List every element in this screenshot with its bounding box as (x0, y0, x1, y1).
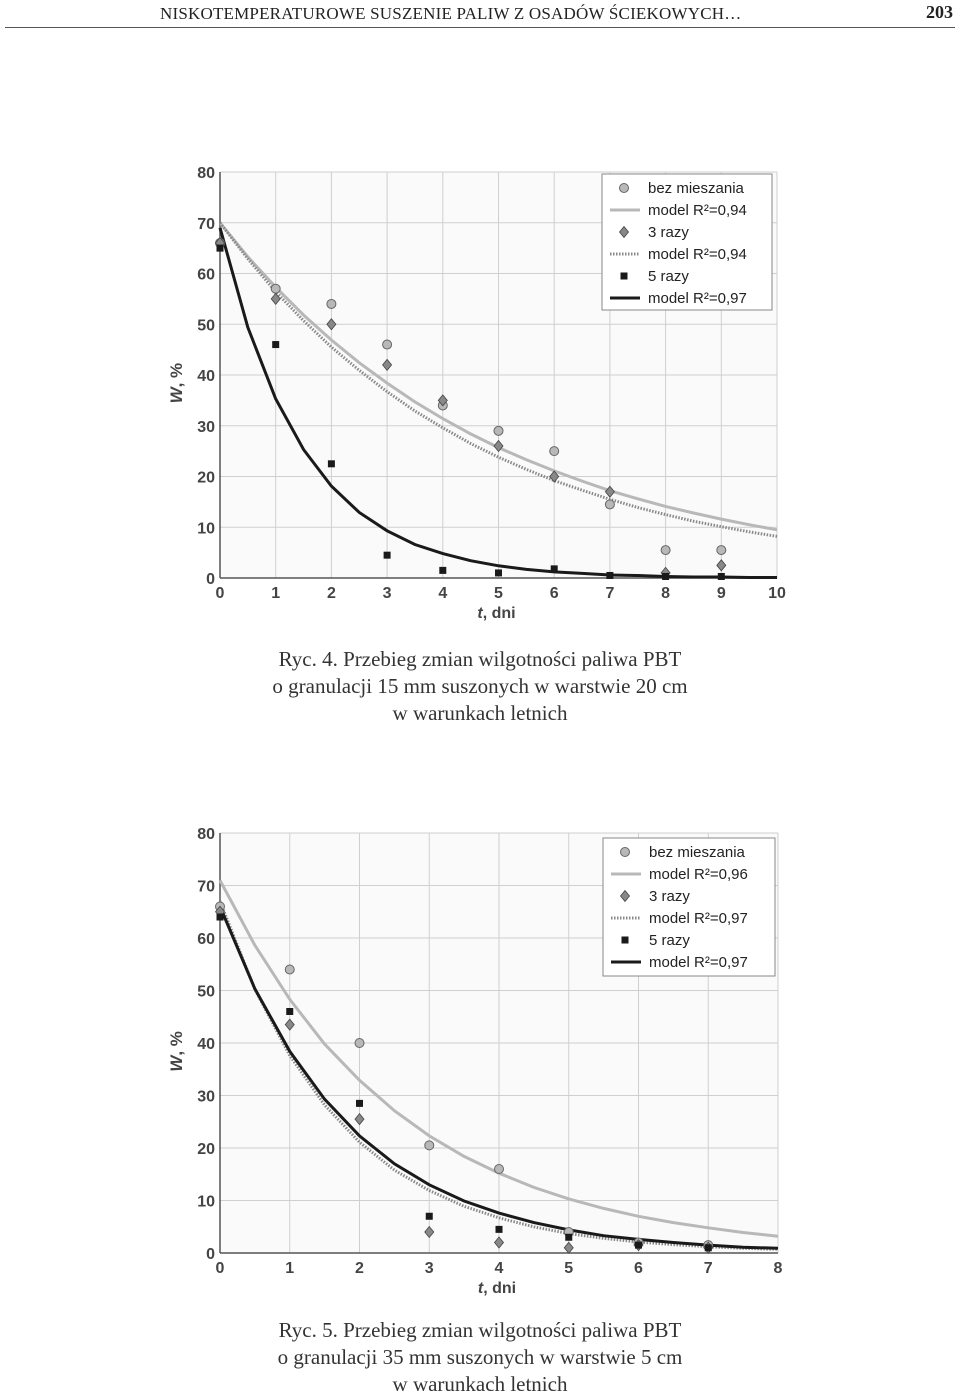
x-tick-label: 3 (382, 585, 392, 602)
figure-5-caption (0, 1317, 960, 1398)
data-point (551, 565, 558, 572)
data-point (495, 569, 502, 576)
x-tick-label: 6 (634, 1260, 643, 1277)
x-axis-title: t, dni (477, 605, 516, 622)
y-tick-label: 50 (197, 983, 215, 1001)
x-tick-label: 0 (215, 585, 225, 602)
legend-label: model R²=0,97 (648, 290, 747, 307)
legend-label: 5 razy (649, 932, 690, 949)
data-point (285, 965, 294, 974)
y-tick-label: 60 (197, 266, 215, 284)
data-point (383, 340, 392, 349)
y-tick-label: 30 (197, 1088, 215, 1106)
x-tick-label: 4 (494, 1260, 504, 1277)
caption-line: Ryc. 5. Przebieg zmian wilgotności paliwa PBT (278, 1318, 682, 1342)
legend-label: 5 razy (648, 268, 689, 285)
y-tick-label: 70 (197, 215, 215, 233)
data-point (439, 567, 446, 574)
x-tick-label: 1 (271, 585, 281, 602)
x-tick-label: 8 (773, 1260, 783, 1277)
x-tick-label: 0 (215, 1260, 225, 1277)
x-tick-label: 5 (564, 1260, 574, 1277)
legend-label: 3 razy (649, 888, 690, 905)
legend-marker (620, 184, 629, 193)
caption-line: o granulacji 15 mm suszonych w warstwie 20 cm (272, 674, 688, 698)
x-tick-label: 6 (549, 585, 559, 602)
y-tick-label: 20 (197, 1141, 215, 1158)
legend-label: model R²=0,97 (649, 954, 748, 971)
data-point (705, 1244, 712, 1251)
data-point (426, 1213, 433, 1220)
y-tick-label: 30 (197, 418, 215, 436)
legend-marker (621, 848, 630, 857)
legend (603, 838, 775, 976)
data-point (494, 426, 503, 435)
x-tick-label: 1 (285, 1260, 295, 1277)
x-tick-label: 10 (768, 585, 786, 602)
y-tick-label: 80 (197, 165, 215, 182)
x-tick-label: 2 (326, 585, 336, 602)
data-point (425, 1141, 434, 1150)
x-axis-title: t, dni (477, 1280, 517, 1297)
legend (602, 174, 772, 310)
x-tick-label: 5 (494, 585, 503, 602)
data-point (495, 1165, 504, 1174)
y-tick-label: 20 (197, 469, 215, 487)
y-tick-label: 40 (197, 1036, 215, 1053)
data-point (217, 245, 224, 252)
data-point (327, 299, 336, 308)
y-axis-title: W, % (167, 1031, 186, 1072)
data-point (718, 573, 725, 580)
data-point (328, 460, 335, 467)
y-tick-label: 60 (197, 931, 215, 948)
x-tick-label: 2 (355, 1260, 364, 1277)
x-tick-label: 7 (605, 585, 615, 602)
data-point (635, 1242, 642, 1249)
legend-label: model R²=0,94 (648, 246, 747, 263)
y-tick-label: 40 (197, 368, 215, 385)
data-point (356, 1100, 363, 1107)
legend-marker (622, 937, 629, 944)
y-axis-title: W, % (167, 362, 186, 404)
x-tick-label: 3 (424, 1260, 434, 1277)
legend-label: 3 razy (648, 224, 689, 241)
x-tick-label: 7 (703, 1260, 713, 1277)
data-point (661, 546, 670, 555)
figure-5-chart (165, 820, 795, 1300)
legend-label: model R²=0,94 (648, 202, 747, 219)
data-point (565, 1234, 572, 1241)
running-title: NISKOTEMPERATUROWE SUSZENIE PALIW Z OSADÓW ŚCIEKOWYCH… (160, 4, 742, 23)
caption-line: o granulacji 35 mm suszonych w warstwie 5 cm (277, 1345, 683, 1369)
x-tick-label: 9 (716, 585, 726, 602)
data-point (286, 1008, 293, 1015)
y-tick-label: 10 (197, 1193, 215, 1211)
caption-line: w warunkach letnich (392, 701, 568, 725)
data-point (272, 341, 279, 348)
y-tick-label: 10 (197, 520, 215, 538)
data-point (605, 500, 614, 509)
page-header (0, 0, 960, 30)
legend-label: model R²=0,97 (649, 910, 748, 927)
x-tick-label: 4 (438, 585, 448, 602)
y-tick-label: 0 (206, 571, 215, 588)
legend-label: bez mieszania (648, 180, 744, 197)
data-point (662, 573, 669, 580)
page-number: 203 (926, 2, 953, 22)
caption-line: w warunkach letnich (392, 1372, 568, 1396)
data-point (271, 284, 280, 293)
legend-label: bez mieszania (649, 844, 745, 861)
data-point (355, 1039, 364, 1048)
data-point (717, 546, 726, 555)
y-tick-label: 80 (197, 826, 215, 843)
figure-4-caption (0, 646, 960, 727)
data-point (217, 914, 224, 921)
x-tick-label: 8 (661, 585, 671, 602)
legend-marker (621, 273, 628, 280)
legend-label: model R²=0,96 (649, 866, 748, 883)
caption-line: Ryc. 4. Przebieg zmian wilgotności paliwa PBT (278, 647, 682, 671)
data-point (606, 572, 613, 579)
header-rule (5, 27, 955, 28)
data-point (496, 1226, 503, 1233)
data-point (550, 447, 559, 456)
y-tick-label: 50 (197, 317, 215, 335)
data-point (384, 552, 391, 559)
y-tick-label: 70 (197, 878, 215, 896)
y-tick-label: 0 (206, 1246, 215, 1263)
figure-4-chart (165, 160, 795, 625)
